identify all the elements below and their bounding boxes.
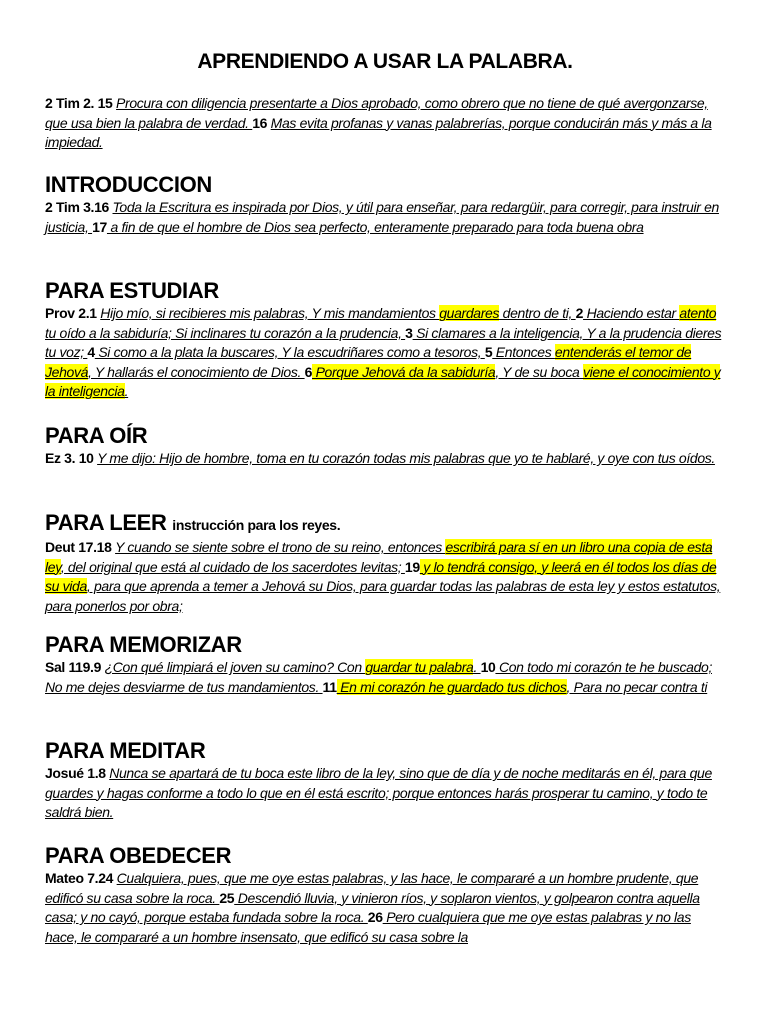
verse-number: 11 [322,678,337,695]
verse-text: Descendió lluvia, y vinieron ríos, y soplaron vientos, y golpearon contra aquella casa; y no cayó, porque estaba fundada sobre la roca. [45,889,700,925]
section-passage [45,658,725,697]
verse-number: 26 [367,909,383,925]
verse-text: Entonces [492,344,555,360]
verse-text: a fin de que el hombre de Dios sea perfecto, enteramente preparado para toda buena obra [106,218,644,235]
section-leer [45,510,725,616]
section-obedecer [45,843,725,947]
verse-reference: 2 Tim 3.16 [45,199,109,215]
verse-text: tu oído a la sabiduría; Si inclinares tu corazón a la prudencia, [45,324,406,341]
verse-number: 2 [575,305,584,321]
highlighted-text: guardares [439,305,500,321]
verse-text: Hijo mío, si recibieres mis palabras, Y mis mandamientos [100,305,440,321]
section-memorizar [45,632,725,697]
verse-text: , Para no pecar contra ti [566,678,708,695]
section-heading: PARA MEDITAR [45,738,206,763]
section-passage [45,449,725,469]
highlighted-text: entenderás el temor de Jehová [45,344,692,380]
verse-text: Si como a la plata la buscares, Y la escudriñares como a tesoros, [94,344,485,360]
section-passage [45,764,725,823]
verse-text: Nunca se apartará de tu boca este libro de la ley, sino que de día y de noche meditarás en él, para que guardes y hagas conforme a todo lo que en él está escrito; porque entonces harás prosperar tu camino, y todo te saldrá bien. [45,765,712,820]
verse-text: , del original que está al cuidado de los sacerdotes levitas; [60,558,405,575]
verse-text: Con todo mi corazón te he buscado; No me dejes desviarme de tus mandamientos. [45,659,712,695]
verse-reference: Ez 3. 10 [45,450,94,466]
verse-text: Si clamares a la inteligencia, Y a la prudencia dieres tu voz; [45,324,722,360]
verse-text: Cualquiera, pues, que me oye estas palabras, y las hace, le compararé a un hombre prudente, que edificó su casa sobre la roca. [45,870,699,906]
verse-reference: Mateo 7.24 [45,870,114,886]
highlighted-text: atento [679,305,717,321]
section-introduccion [45,172,725,237]
verse-text: , Y de su boca [495,363,583,380]
verse-number: 25 [219,889,235,906]
verse-reference: Sal 119.9 [45,659,102,675]
opening-passage [45,94,725,153]
highlighted-text: Porque Jehová da la sabiduría [312,363,496,380]
verse-number: 17 [92,218,107,235]
verse-text: ¿Con qué limpiará el joven su camino? Con [104,659,366,675]
highlighted-text: viene el conocimiento y la inteligencia [45,363,721,399]
verse-text: Mas evita profanas y vanas palabrerías, porque conducirán más y más a la impiedad. [45,114,712,150]
verse-number: 3 [405,324,413,341]
section-heading: PARA MEMORIZAR [45,632,242,657]
section-heading: PARA OÍR [45,423,148,448]
section-passage [45,869,725,947]
verse-text: Haciendo estar [583,305,680,321]
verse-number: 5 [484,344,493,360]
section-passage [45,304,725,402]
section-meditar [45,738,725,823]
verse-text: Y me dijo: Hijo de hombre, toma en tu corazón todas mis palabras que yo te hablaré, y oye con tus oídos. [97,450,715,466]
section-subheading: instrucción para los reyes. [172,517,341,533]
section-heading: INTRODUCCION [45,172,212,197]
section-heading-row [45,510,725,538]
verse-number: 10 [480,659,496,675]
verse-text: , para que aprenda a temer a Jehová su Dios, para guardar todas las palabras de esta ley y estos estatutos, para ponerlos por obra; [45,578,721,614]
verse-number: 4 [87,344,95,360]
verse-text: Toda la Escritura es inspirada por Dios, y útil para enseñar, para redargüir, para corregir, para instruir en justicia, [45,199,719,235]
verse-text: Procura con diligencia presentarte a Dios aprobado, como obrero que no tiene de qué avergonzarse, que usa bien la palabra de verdad. [45,95,708,131]
section-heading: PARA OBEDECER [45,843,232,868]
verse-text: Y cuando se siente sobre el trono de su reino, entonces [115,539,446,555]
verse-text: , Y hallarás el conocimiento de Dios. [88,363,305,380]
verse-number: 19 [404,558,420,575]
highlighted-text: guardar tu palabra [365,659,474,675]
verse-number: 16 [252,114,268,131]
section-heading: PARA ESTUDIAR [45,278,219,303]
section-passage [45,198,725,237]
verse-text: Pero cualquiera que me oye estas palabras y no las hace, le compararé a un hombre insensato, que edificó su casa sobre la [45,909,691,945]
section-passage [45,538,725,616]
verse-text: dentro de ti, [499,305,576,321]
highlighted-text: y lo tendrá consigo, y leerá en él todos los días de su vida [45,558,717,594]
highlighted-text: escribirá para sí en un libro una copia de esta ley [45,539,713,575]
section-heading: PARA LEER [45,510,167,535]
verse-reference: Prov 2.1 [45,305,97,321]
verse-number: 6 [304,363,313,380]
verse-reference: Josué 1.8 [45,765,106,781]
verse-text: . [473,659,481,675]
document-title: APRENDIENDO A USAR LA PALABRA. [197,50,573,73]
verse-reference: 2 Tim 2. 15 [45,95,113,111]
highlighted-text: En mi corazón he guardado tus dichos [336,678,567,695]
section-oir [45,423,725,469]
verse-reference: Deut 17.18 [45,539,112,555]
verse-text: . [124,383,129,399]
section-estudiar [45,278,725,402]
